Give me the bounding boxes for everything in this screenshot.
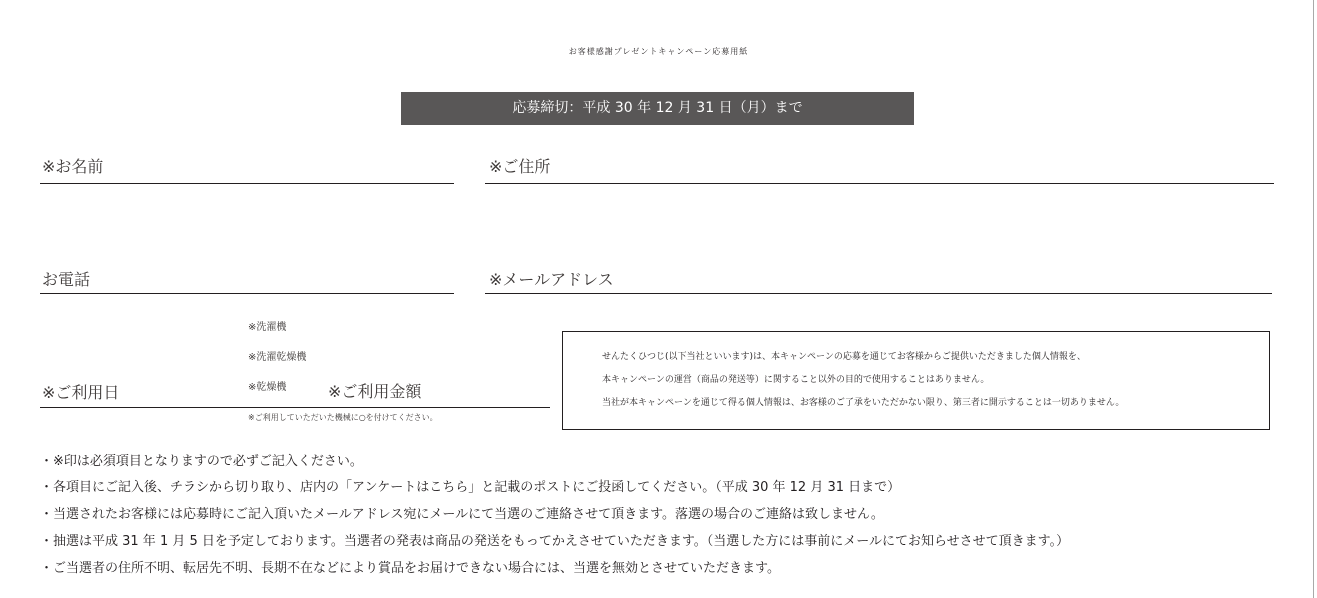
machine-option-dryer[interactable]: ※乾燥機 [248,382,287,393]
name-label: ※お名前 [42,157,104,176]
amount-label: ※ご利用金額 [328,382,422,401]
phone-label: お電話 [42,270,91,289]
machine-option-washer-dryer[interactable]: ※洗濯乾燥機 [248,352,307,363]
note-item: ・各項目にご記入後、チラシから切り取り、店内の「アンケートはこちら」と記載のポストにご投函してください。（平成 30 年 12 月 31 日まで） [40,480,901,495]
privacy-notice-box [562,331,1270,430]
usage-amount-field-line[interactable] [40,407,550,408]
privacy-line: 本キャンペーンの運営（商品の発送等）に関すること以外の目的で使用することはありません。 [602,375,990,385]
usage-date-label: ※ご利用日 [42,383,120,402]
email-label: ※メールアドレス [489,270,614,289]
note-item: ・※印は必須項目となりますので必ずご記入ください。 [40,454,363,469]
address-label: ※ご住所 [489,157,551,176]
address-field-line[interactable] [485,183,1274,184]
privacy-line: せんたくひつじ(以下当社といいます)は、本キャンペーンの応募を通じてお客様からご提供いただきました個人情報を、 [602,352,1086,362]
email-field-line[interactable] [485,293,1272,294]
name-field-line[interactable] [40,183,454,184]
phone-field-line[interactable] [40,293,454,294]
note-item: ・ご当選者の住所不明、転居先不明、長期不在などにより賞品をお届けできない場合には、当選を無効とさせていただきます。 [40,561,780,576]
deadline-banner: 応募締切：平成 30 年 12 月 31 日（月）まで [401,92,914,125]
form-title: お客様感謝プレゼントキャンペーン応募用紙 [568,47,749,56]
page-edge-line [1313,0,1314,598]
machine-option-washer[interactable]: ※洗濯機 [248,322,287,333]
note-item: ・当選されたお客様には応募時にご記入頂いたメールアドレス宛にメールにて当選のご連絡させて頂きます。落選の場合のご連絡は致しません。 [40,507,884,522]
privacy-line: 当社が本キャンペーンを通じて得る個人情報は、お客様のご了承をいただかない限り、第三者に開示することは一切ありません。 [602,398,1125,408]
machine-instruction: ※ご利用していただいた機械に○を付けてください。 [248,413,438,422]
note-item: ・抽選は平成 31 年 1 月 5 日を予定しております。当選者の発表は商品の発送をもってかえさせていただきます。（当選した方には事前にメールにてお知らせさせて頂きます。） [40,534,1070,549]
